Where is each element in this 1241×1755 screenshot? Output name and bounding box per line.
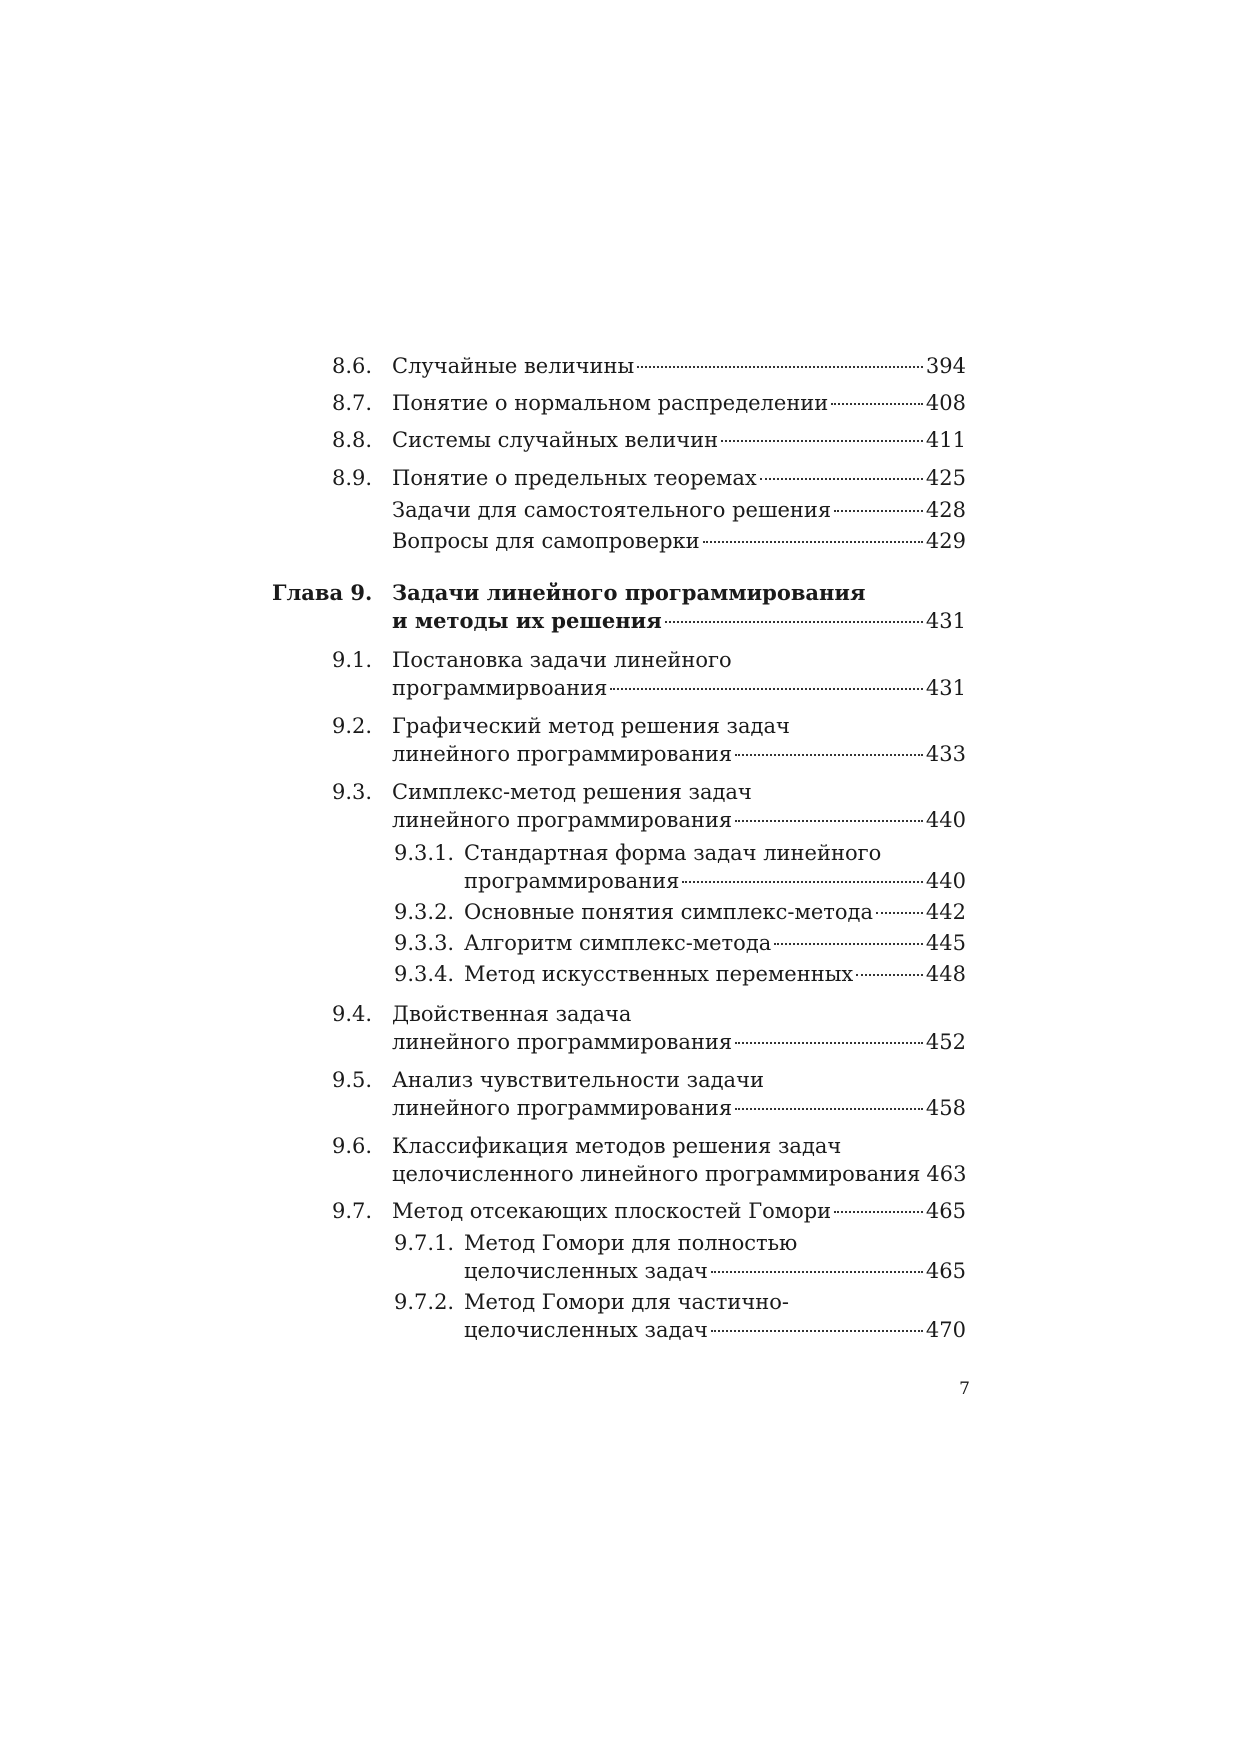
- entry-title: Случайные величины: [392, 354, 635, 378]
- toc-entry-9-1: [0, 645, 1241, 675]
- entry-title-line1: Симплекс-метод решения задач: [392, 780, 752, 804]
- dot-leader: [711, 1270, 923, 1273]
- entry-title-line1: Классификация методов решения задач: [392, 1134, 842, 1158]
- toc-entry-8-6: [0, 351, 1241, 381]
- entry-page: 465: [925, 1199, 966, 1223]
- entry-page: 463: [926, 1162, 967, 1186]
- dot-leader: [831, 402, 923, 405]
- entry-title: Понятие о предельных теоремах: [392, 466, 757, 490]
- entry-title-line2: целочисленных задач: [464, 1318, 708, 1342]
- entry-page: 458: [925, 1096, 966, 1120]
- toc-entry-9-4-cont: [0, 1027, 1241, 1057]
- toc-entry-exercises: [0, 495, 1241, 525]
- dot-leader: [774, 942, 923, 945]
- toc-entry-9-7-2-cont: [0, 1315, 1241, 1345]
- toc-entry-9-2-cont: [0, 739, 1241, 769]
- toc-entry-9-5: [0, 1065, 1241, 1095]
- toc-entry-9-7-1: [0, 1228, 1241, 1258]
- chapter-title-line1: Задачи линейного программирования: [392, 580, 866, 605]
- dot-leader: [682, 880, 923, 883]
- entry-title-line2: линейного программирования: [392, 742, 733, 766]
- entry-page: 394: [925, 354, 966, 378]
- entry-page: 442: [925, 900, 966, 924]
- dot-leader: [834, 1210, 923, 1213]
- toc-entry-9-3-2: [0, 897, 1241, 927]
- entry-page: 440: [925, 869, 966, 893]
- toc-entry-9-1-cont: [0, 673, 1241, 703]
- dot-leader: [735, 819, 923, 822]
- dot-leader: [735, 753, 923, 756]
- entry-number: 8.6.: [332, 354, 373, 378]
- toc-entry-9-2: [0, 711, 1241, 741]
- entry-number: 9.3.1.: [394, 841, 455, 865]
- entry-number: 8.8.: [332, 428, 373, 452]
- entry-number: 8.9.: [332, 466, 373, 490]
- toc-entry-9-5-cont: [0, 1093, 1241, 1123]
- toc-entry-9-7: [0, 1196, 1241, 1226]
- entry-page: 429: [925, 529, 966, 553]
- entry-title-line2: целочисленного линейного программирования: [392, 1162, 921, 1186]
- entry-title: Алгоритм симплекс-метода: [464, 931, 772, 955]
- dot-leader: [876, 911, 923, 914]
- entry-number: 9.7.1.: [394, 1231, 455, 1255]
- toc-entry-8-7: [0, 388, 1241, 418]
- entry-page: 452: [925, 1030, 966, 1054]
- entry-number: 9.7.: [332, 1199, 373, 1223]
- entry-title: Системы случайных величин: [392, 428, 719, 452]
- toc-entry-9-7-1-cont: [0, 1256, 1241, 1286]
- dot-leader: [711, 1329, 923, 1332]
- chapter-title-line2: и методы их решения: [392, 608, 662, 633]
- toc-entry-9-3-1: [0, 838, 1241, 868]
- dot-leader: [834, 509, 923, 512]
- dot-leader: [637, 365, 923, 368]
- entry-page: 470: [925, 1318, 966, 1342]
- entry-page: 431: [925, 676, 966, 700]
- toc-entry-9-7-2: [0, 1287, 1241, 1317]
- entry-number: 9.4.: [332, 1002, 373, 1026]
- toc-entry-9-3-1-cont: [0, 866, 1241, 896]
- entry-title-line2: целочисленных задач: [464, 1259, 708, 1283]
- entry-title: Метод искусственных переменных: [464, 962, 854, 986]
- entry-title: Метод отсекающих плоскостей Гомори: [392, 1199, 832, 1223]
- dot-leader: [856, 973, 923, 976]
- entry-title-line2: программирования: [464, 869, 680, 893]
- toc-entry-questions: [0, 526, 1241, 556]
- entry-page: 445: [925, 931, 966, 955]
- entry-title: Вопросы для самопроверки: [392, 529, 700, 553]
- dot-leader: [735, 1041, 923, 1044]
- entry-page: 425: [925, 466, 966, 490]
- entry-title-line1: Стандартная форма задач линейного: [464, 841, 882, 865]
- dot-leader: [703, 540, 923, 543]
- entry-number: 9.5.: [332, 1068, 373, 1092]
- toc-entry-9-3-cont: [0, 805, 1241, 835]
- entry-title-line1: Постановка задачи линейного: [392, 648, 732, 672]
- entry-number: 9.3.4.: [394, 962, 455, 986]
- entry-page: 433: [925, 742, 966, 766]
- dot-leader: [665, 620, 923, 623]
- entry-title-line1: Метод Гомори для частично-: [464, 1290, 790, 1314]
- toc-chapter-9: [0, 578, 1241, 608]
- entry-title-line2: линейного программирования: [392, 808, 733, 832]
- entry-number: 9.3.2.: [394, 900, 455, 924]
- dot-leader: [721, 439, 923, 442]
- toc-entry-8-9: [0, 463, 1241, 493]
- entry-number: 9.7.2.: [394, 1290, 455, 1314]
- entry-title-line1: Графический метод решения задач: [392, 714, 790, 738]
- entry-title-line1: Анализ чувствительности задачи: [392, 1068, 764, 1092]
- entry-page: 465: [925, 1259, 966, 1283]
- toc-entry-9-6: [0, 1131, 1241, 1161]
- toc-entry-9-4: [0, 999, 1241, 1029]
- entry-number: 9.2.: [332, 714, 373, 738]
- entry-title-line2: программирвоания: [392, 676, 608, 700]
- entry-number: 9.1.: [332, 648, 373, 672]
- entry-title: Понятие о нормальном распределении: [392, 391, 829, 415]
- entry-page: 431: [925, 609, 966, 633]
- toc-entry-9-3-4: [0, 959, 1241, 989]
- entry-title-line2: линейного программирования: [392, 1096, 733, 1120]
- entry-title-line2: линейного программирования: [392, 1030, 733, 1054]
- toc-chapter-9-cont: [0, 606, 1241, 636]
- entry-page: 428: [925, 498, 966, 522]
- entry-number: 9.3.: [332, 780, 373, 804]
- entry-page: 448: [925, 962, 966, 986]
- toc-entry-8-8: [0, 425, 1241, 455]
- entry-number: 9.6.: [332, 1134, 373, 1158]
- toc-entry-9-6-cont: [0, 1159, 1241, 1189]
- toc-entry-9-3-3: [0, 928, 1241, 958]
- entry-number: 9.3.3.: [394, 931, 455, 955]
- entry-title: Основные понятия симплекс-метода: [464, 900, 873, 924]
- dot-leader: [610, 687, 923, 690]
- toc-entry-9-3: [0, 777, 1241, 807]
- dot-leader: [760, 477, 923, 480]
- dot-leader: [735, 1107, 923, 1110]
- entry-title-line1: Метод Гомори для полностью: [464, 1231, 798, 1255]
- entry-title: Задачи для самостоятельного решения: [392, 498, 832, 522]
- page-number: 7: [959, 1379, 970, 1399]
- entry-title-line1: Двойственная задача: [392, 1002, 632, 1026]
- entry-page: 411: [925, 428, 966, 452]
- entry-page: 408: [925, 391, 966, 415]
- entry-number: 8.7.: [332, 391, 373, 415]
- entry-page: 440: [925, 808, 966, 832]
- chapter-number: Глава 9.: [272, 580, 373, 605]
